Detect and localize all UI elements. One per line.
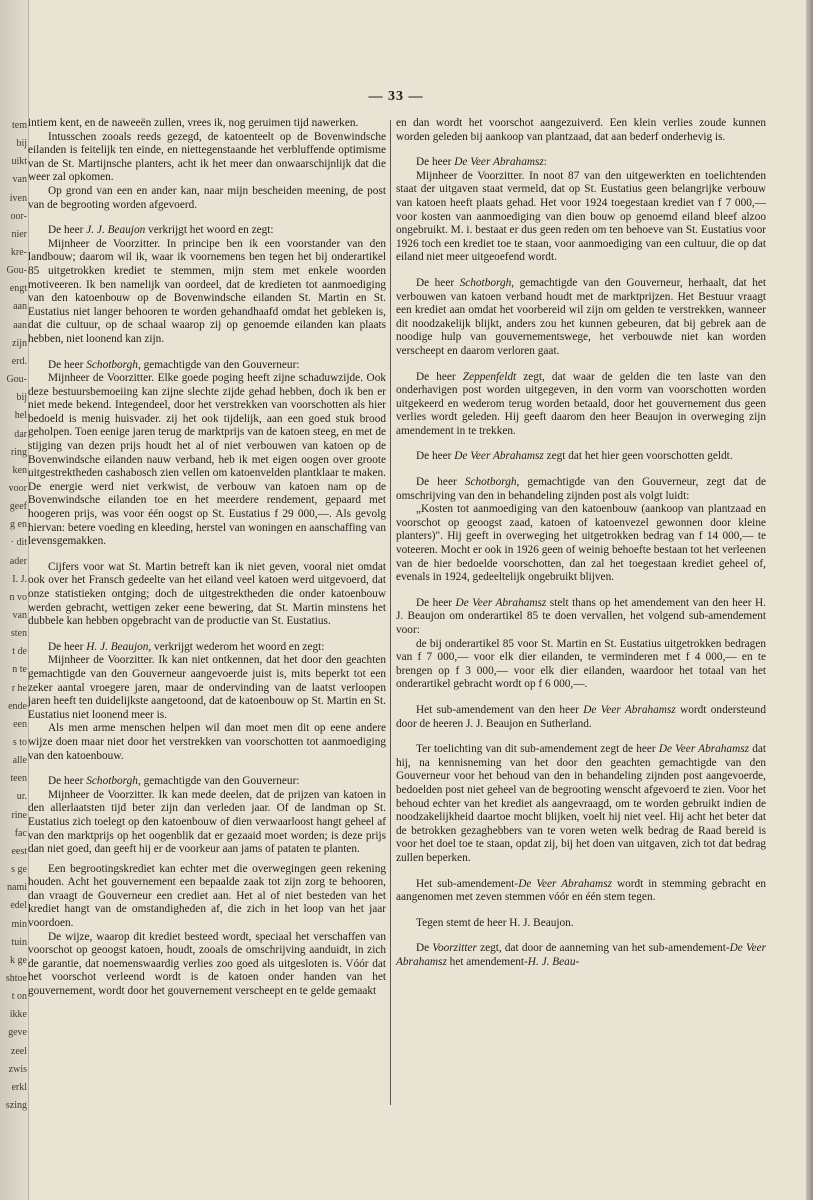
adjacent-page-fragment: teen xyxy=(10,773,27,784)
page-edge-shadow xyxy=(806,0,813,1200)
adjacent-page-fragment: ende xyxy=(8,701,27,712)
adjacent-page-fragment: sten xyxy=(10,628,27,639)
adjacent-page-fragment: ring xyxy=(10,447,27,458)
adjacent-page-fragment: hel xyxy=(14,410,27,421)
adjacent-page-fragment: g en xyxy=(10,519,27,530)
paragraph: De heer J. J. Beaujon verkrijgt het woord en zegt: xyxy=(48,224,274,237)
adjacent-page-fragment: edel xyxy=(10,900,27,911)
adjacent-page-fragment: min xyxy=(11,919,27,930)
adjacent-page-fragment: fac xyxy=(14,828,27,839)
adjacent-page-fragments xyxy=(0,0,28,1200)
adjacent-page-fragment: s ge xyxy=(11,864,27,875)
page-number: — 33 — xyxy=(368,89,424,104)
adjacent-page-fragment: n vo xyxy=(9,592,27,603)
paragraph: Op grond van een en ander kan, naar mijn bescheiden meening, de post van de begrooting worden afgevoerd. xyxy=(28,184,386,211)
paragraph: De heer De Veer Abrahamsz: xyxy=(416,156,547,169)
paragraph: Het sub-amendement van den heer De Veer Abrahamsz wordt ondersteund door de heeren J. J. Beaujon en Sutherland. xyxy=(396,703,766,730)
adjacent-page-fragment: geef xyxy=(9,501,27,512)
adjacent-page-fragment: tem xyxy=(12,120,27,131)
paragraph: Mijnheer de Voorzitter. Ik kan mede deelen, dat de prijzen van katoen in den allerlaatsten tijd beter zijn dan verleden jaar. Of de landman op St. Eustatius zich toelegt op den katoenbouw of dien verwaarloost hangt geheel af van den marktprijs op het oogenblik dat er gezaaid moet worden; is deze prijs dan niet goed, dan geeft hij er de voorkeur aan jams of pataten te planten. xyxy=(28,788,386,856)
adjacent-page-fragment: ken xyxy=(12,465,27,476)
right-column xyxy=(396,117,766,969)
paragraph: De heer Schotborgh, gemachtigde van den Gouverneur, zegt dat de omschrijving van den in behandeling zijnden post als volgt luidt: xyxy=(396,476,766,502)
adjacent-page-fragment: ikke xyxy=(9,1009,27,1020)
adjacent-page-fragment: eest xyxy=(11,846,27,857)
paragraph: De heer H. J. Beaujon, verkrijgt wederom het woord en zegt: xyxy=(48,640,325,653)
paragraph: Mijnheer de Voorzitter. In principe ben ik een voorstander van den landbouw; daarom wil ik, waar ik voornemens ben tegen het bij onderartikel 85 uitgetrokken krediet te stemmen, mijn stem met enkele woorden motiveeren. Ik ben namelijk van oordeel, dat de kredieten tot aanmoediging van den katoenbouw op de Bovenwindsche eilanden St. Martin en St. Eustatius niet langer behooren te worden gehandhaafd omdat het gebleken is, dat die cultuur, op de schaal waarop zij op genoemde eilanden kan plaats hebben, niet loonend kan zijn. xyxy=(28,237,386,345)
adjacent-page-fragment: t on xyxy=(11,991,27,1002)
adjacent-page-fragment: uikt xyxy=(11,156,27,167)
paragraph: De heer De Veer Abrahamsz stelt thans op het amendement van den heer H. J. Beaujon om onderartikel 85 te doen vervallen, het volgend sub-amendement voor: xyxy=(396,596,767,636)
adjacent-page-fragment: · dit xyxy=(10,537,27,548)
paragraph: De heer Zeppenfeldt zegt, dat waar de gelden die ten laste van den onderhavigen post worden uitgegeven, in den vorm van voorschotten worden uitgekeerd en wederom terug worden betaald, door het gouvernement dus geen verlies wordt geleden. Hij geeft daarom den heer Beaujon in overweging zijn amendement in te trekken. xyxy=(396,370,766,437)
paragraph: „Kosten tot aanmoediging van den katoenbouw (aankoop van plantzaad en voorschot op geoogst zaad, katoen of katoenvezel gewonnen door kleine planters)". Hij geeft in overweging het uitgetrokken bedrag van f 14 000,— te voteeren. Mocht er ook in 1926 geen of weinig behoefte bestaan tot het verleenen van de hier bedoelde voorschotten, dan zal het toegestaan krediet geheel of, evenals in 1924, gedeeltelijk ongebruikt blijven. xyxy=(396,503,766,584)
adjacent-page-fragment: nami xyxy=(7,882,27,893)
adjacent-page-fragment: Gou- xyxy=(6,374,27,385)
paragraph: de bij onderartikel 85 voor St. Martin en St. Eustatius uitgetrokken bedragen van f 7 000,— voor elk dier eilanden, te verminderen met f 4 000,— en te brengen op f 3 000,— voor elk dier eilanden, waardoor het totaal van het onderartikel gebracht wordt op f 6 000,—. xyxy=(396,637,766,691)
paragraph: De heer Schotborgh, gemachtigde van den Gouverneur: xyxy=(48,775,300,788)
adjacent-page-fragment: n te xyxy=(12,664,27,675)
adjacent-page-fragment: van xyxy=(12,174,27,185)
left-column xyxy=(28,117,386,999)
adjacent-page-fragment: kre- xyxy=(10,247,27,258)
adjacent-page-fragment: oor- xyxy=(10,211,27,222)
paragraph: Als men arme menschen helpen wil dan moet men dit op eene andere wijze doen maar niet door het verstrekken van voorschotten tot aanmoediging van den katoenbouw. xyxy=(28,722,386,762)
adjacent-page-fragment: ur. xyxy=(16,791,27,802)
adjacent-page-fragment: van xyxy=(12,610,27,621)
adjacent-page-fragment: r he xyxy=(11,683,27,694)
adjacent-page-fragment: rine xyxy=(11,810,27,821)
adjacent-page-fragment: alle xyxy=(12,755,27,766)
adjacent-page-fragment: iven xyxy=(9,193,27,204)
paragraph: Tegen stemt de heer H. J. Beaujon. xyxy=(416,916,574,929)
adjacent-page-fragment: tuin xyxy=(11,937,27,948)
adjacent-page-fragment: bij xyxy=(16,138,27,149)
adjacent-page-fragment: nier xyxy=(11,229,27,240)
paragraph: Mijnheer de Voorzitter. In noot 87 van den uitgewerkten en toelichtenden staat der uitgaven staat vermeld, dat op St. Eustatius geen belangrijke verbouw van katoen heeft plaats gehad. Het voor 1924 toegestaan krediet van f 7 000,— voor kosten van aanmoediging van dien bouw op genoemd eiland bleef alzoo ongebruikt. M. i. bestaat er dus geen reden om ten behoeve van St. Eustatius voor 1926 toch een krediet toe te staan, voor aanmoediging van een cultuur, die op dat eiland niet meer uitgeoefend wordt. xyxy=(396,169,766,264)
paragraph: Ter toelichting van dit sub-amendement zegt de heer De Veer Abrahamsz dat hij, na kennisneming van het door den geachten gemachtigde van den Gouverneur voor het behoud van den in behandeling zijnden post aangevoerde, bedoelden post niet geheel van de begrooting wenscht afgevoerd te zien. Voor het behoud echter van het krediet als aangevraagd, om te worden gebruikt indien de noodzakelijkheid daartoe mocht blijken, voelt hij niet veel. Hij acht het beter dat de betrokken gezaghebbers van te voren weten welk bedrag de Raad bereid is voor het doel toe te staan, opdat zij, bij het doen van uitgaven, zich tot dat bedrag zullen beperken. xyxy=(396,743,766,864)
adjacent-page-fragment: shtoe xyxy=(5,973,27,984)
adjacent-page-fragment: dar xyxy=(14,429,27,440)
paragraph: Cijfers voor wat St. Martin betreft kan ik niet geven, vooral niet omdat ook over het Fransch gedeelte van het eiland veel katoen werd uitgevoerd, dat onze statistieken ontging; doch de uitgestrektheden die onder katoenbouw werden gebracht, wettigen zeker eene bewering, dat St. Martin minstens het dubbele kan hebben opgebracht van de productie van St. Eustatius. xyxy=(28,560,386,628)
adjacent-page-fragment: geve xyxy=(8,1027,27,1038)
column-divider xyxy=(390,120,391,1105)
adjacent-page-fragment: aan xyxy=(13,320,27,331)
paragraph: De heer Schotborgh, gemachtigde van den Gouverneur: xyxy=(48,358,300,371)
paragraph: De heer De Veer Abrahamsz zegt dat het hier geen voorschotten geldt. xyxy=(416,450,733,463)
paragraph: Mijnheer de Voorzitter. Ik kan niet ontkennen, dat het door den geachten gemachtigde van den Gouverneur aangevoerde juist is, mits beperkt tot een zeker aantal vroegere jaren, maar de ondervinding van de laatst verloopen jaren heeft ten duidelijkste aangetoond, dat de katoenbouw op St. Martin en St. Eustatius niet loonend meer is. xyxy=(28,654,386,721)
adjacent-page-fragment: Gou- xyxy=(6,265,27,276)
adjacent-page-fragment: bij xyxy=(16,392,27,403)
paragraph: De heer Schotborgh, gemachtigde van den Gouverneur, herhaalt, dat het verbouwen van katoen verband houdt met de marktprijzen. Het Bestuur vraagt een krediet aan omdat het voorbereid wil zijn om gelden te verstrekken, wanneer dit noodzakelijk blijkt, anders zou het kunnen gebeuren, dat bij gebrek aan de noodige hulp van gouvernementswege, het verbouwde niet kan worden verscheept en daarom verloren gaat. xyxy=(396,276,766,357)
adjacent-page-fragment: zwis xyxy=(8,1064,27,1075)
adjacent-page-fragment: t de xyxy=(12,646,27,657)
adjacent-page-fragment: k ge xyxy=(10,955,27,966)
paragraph: en dan wordt het voorschot aangezuiverd. Een klein verlies zoude kunnen worden geleden bij aankoop van plantzaad, dat aan bederf onderhevig is. xyxy=(396,117,766,143)
paragraph: Een begrootingskrediet kan echter met die overwegingen geen rekening houden. Acht het gouvernement een bepaalde zaak tot zijn zorg te behooren, dan vraagt de Gouverneur een crediet aan. Het al of niet besteden van het krediet hangt van de omstandigheden af, die zich in het loop van het jaar voordoen. xyxy=(28,862,386,930)
adjacent-page-fragment: zijn xyxy=(12,338,27,349)
paragraph: Het sub-amendement-De Veer Abrahamsz wordt in stemming gebracht en aangenomen met zeven stemmen vóór en één stem tegen. xyxy=(396,877,767,904)
adjacent-page-fragment: ader xyxy=(9,556,27,567)
paragraph: Intusschen zooals reeds gezegd, de katoenteelt op de Bovenwindsche eilanden is feitelijk ten einde, en niettegenstaande het verbluffende optimisme van de St. Martijnsche planters, acht ik het meer dan onwaarschijnlijk dat die weer zal opkomen. xyxy=(28,130,386,184)
adjacent-page-fragment: s to xyxy=(12,737,27,748)
paragraph: intiem kent, en de naweeën zullen, vrees ik, nog geruimen tijd nawerken. xyxy=(28,117,359,129)
adjacent-page-fragment: engt xyxy=(9,283,27,294)
adjacent-page-fragment: zeel xyxy=(10,1046,27,1057)
adjacent-page-fragment: erkl xyxy=(11,1082,27,1093)
adjacent-page-fragment: erd. xyxy=(11,356,27,367)
paragraph: De wijze, waarop dit krediet besteed wordt, speciaal het verschaffen van voorschot op geoogst katoen, houdt, zooals de omschrijving aanduidt, in zich de garantie, dat noemenswaardig verlies zoo goed als uitgesloten is. Vóór dat het voorschot verleend wordt is de katoen onder handen van het gouvernement, wordt door het gouvernement verscheept en te gelde gemaakt xyxy=(28,930,386,998)
adjacent-page-fragment: szing xyxy=(5,1100,27,1111)
paragraph: Mijnheer de Voorzitter. Elke goede poging heeft zijne schaduwzijde. Ook deze bestuursbemoeiing kan zijne slechte zijde gehad hebben, doch ik ben er niet mede bekend. Integendeel, door het verstrekken van voorschotten als hier bedoeld is menig huisvader. zij het ook tijdelijk, aan een goed stuk brood geholpen. Toen eenige jaren terug de marktprijs van de katoen steeg, en met de stijging van dezen prijs houdt het al of niet verbouwen van katoen op de Bovenwindsche eilanden nauw verband, heb ik met eigen oogen over groote uitgestrektheden cashabosch zien vellen om katoenvelden plantklaar te maken. De energie werd niet verkwist, de verbouw van katoen nam op de Bovenwindsche eilanden toe en het meerdere rendement, gepaard met hoogeren prijs, was voor één oogst op St. Eustatius f 29 000,—. Als gevolg hiervan: betere voeding en kleeding, herstel van woningen en aanschaffing van levensgemakken. xyxy=(28,372,386,548)
adjacent-page-fragment: aan xyxy=(13,301,27,312)
paragraph: De Voorzitter zegt, dat door de aanneming van het sub-amendement-De Veer Abrahamsz het amendement-H. J. Beau- xyxy=(396,942,767,968)
adjacent-page-fragment: voor xyxy=(8,483,27,494)
adjacent-page-fragment: I. J. xyxy=(12,574,27,585)
adjacent-page-fragment: een xyxy=(13,719,27,730)
